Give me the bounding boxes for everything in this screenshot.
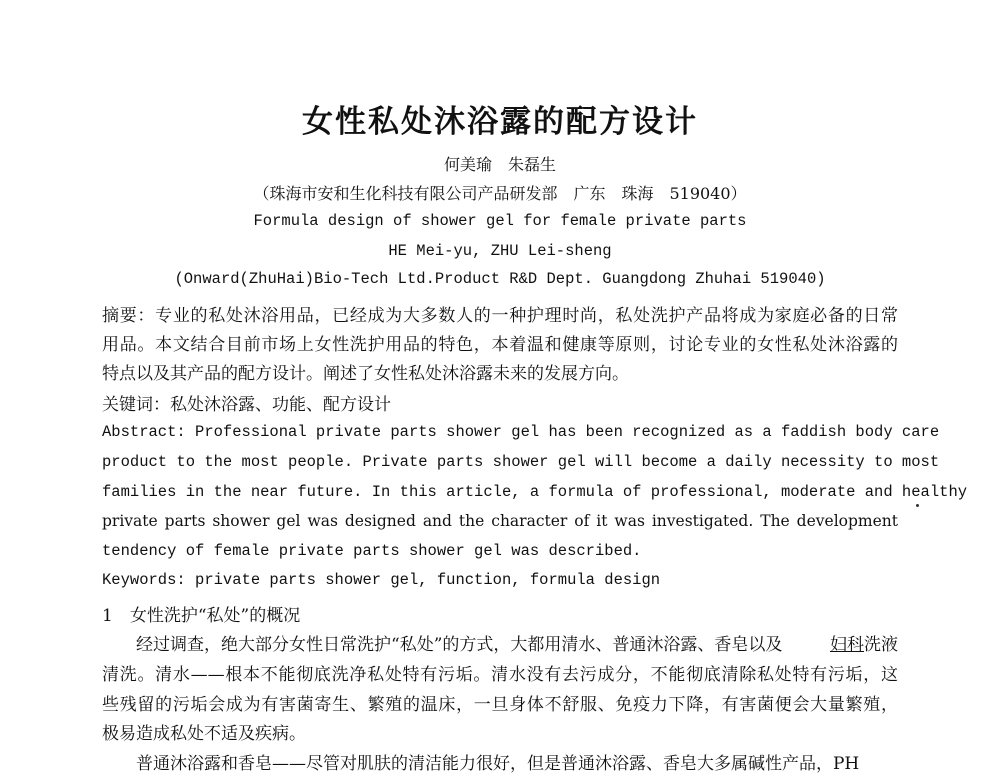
paper-title: 女性私处沐浴露的配方设计 — [302, 104, 698, 140]
section-heading: 1 女性洗护“私处”的概况 — [102, 606, 301, 626]
keywords-cn: 关键词：私处沐浴露、功能、配方设计 — [102, 395, 391, 415]
abstract-en-line: families in the near future. In this article, a formula of professional, moderate and healthy — [102, 483, 968, 501]
body-text-tail — [830, 630, 898, 655]
body-paragraph-line: 极易造成私处不适及疾病。 — [102, 724, 306, 744]
affiliation-en: (Onward(ZhuHai)Bio-Tech Ltd.Product R&D Dept. Guangdong Zhuhai 519040) — [174, 270, 826, 288]
abstract-en-line: private parts shower gel was designed and the character of it was investigated. The development — [102, 512, 898, 530]
affiliation-cn: （珠海市安和生化科技有限公司产品研发部 广东 珠海 519040） — [253, 184, 747, 203]
body-paragraph-line — [136, 630, 898, 655]
abstract-cn-line: 特点以及其产品的配方设计。阐述了女性私处沐浴露未来的发展方向。 — [102, 364, 629, 384]
body-text: 洗液 — [864, 635, 898, 655]
title-en: Formula design of shower gel for female private parts — [253, 212, 747, 230]
keywords-en: Keywords: private parts shower gel, function, formula design — [102, 571, 661, 589]
abstract-cn-line: 摘要：专业的私处沐浴用品，已经成为大多数人的一种护理时尚，私处洗护产品将成为家庭必备的日常 — [102, 306, 898, 326]
body-text: 经过调查，绝大部分女性日常洗护“私处”的方式，大都用清水、普通沐浴露、香皂以及 — [136, 635, 783, 655]
underlined-term: 妇科 — [830, 635, 864, 655]
body-paragraph-line: 清洗。清水——根本不能彻底洗净私处特有污垢。清水没有去污成分，不能彻底清除私处特有污垢，这 — [102, 665, 898, 685]
body-paragraph-line: 些残留的污垢会成为有害菌寄生、繁殖的温床，一旦身体不舒服、免疫力下降，有害菌便会大量繁殖， — [102, 695, 898, 715]
body-paragraph-line-partial: 普通沐浴露和香皂——尽管对肌肤的清洁能力很好，但是普通沐浴露、香皂大多属碱性产品，PH — [136, 754, 860, 774]
abstract-en-line: tendency of female private parts shower gel was described. — [102, 542, 642, 560]
abstract-en-line: Abstract: Professional private parts shower gel has been recognized as a faddish body care — [102, 423, 940, 441]
authors-en: HE Mei-yu, ZHU Lei-sheng — [388, 242, 612, 260]
authors-cn: 何美瑜 朱磊生 — [443, 155, 556, 174]
scan-speck — [916, 504, 919, 507]
abstract-en-line: product to the most people. Private parts shower gel will become a daily necessity to most — [102, 453, 940, 471]
abstract-cn-line: 用品。本文结合目前市场上女性洗护用品的特色，本着温和健康等原则，讨论专业的女性私处沐浴露的 — [102, 335, 898, 355]
